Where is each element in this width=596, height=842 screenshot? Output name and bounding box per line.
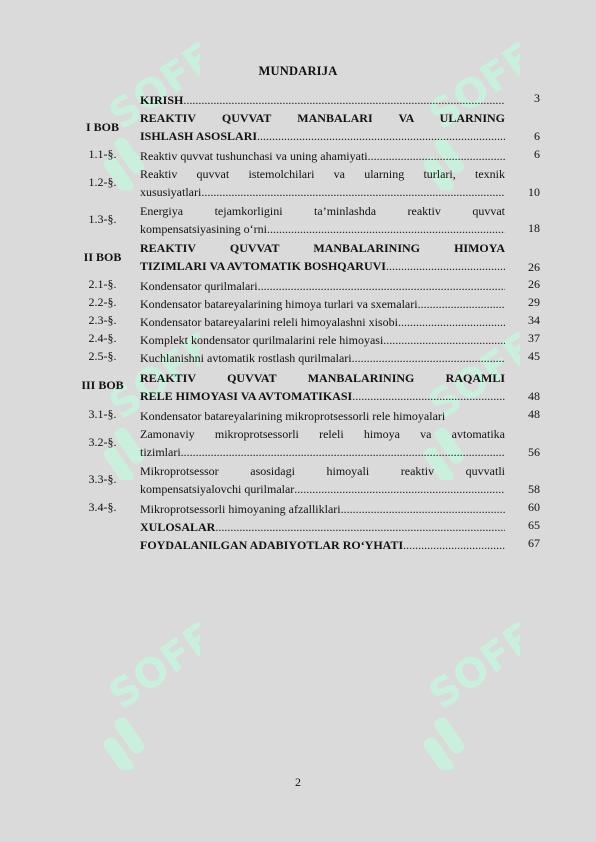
toc-chapter-number: II BOB bbox=[83, 250, 122, 264]
toc-page-number: 65 bbox=[528, 518, 540, 532]
svg-text:SOFF: SOFF bbox=[100, 330, 200, 429]
toc-section-number: 2.4-§. bbox=[88, 331, 117, 345]
toc-entry-title: tizimlari bbox=[140, 445, 181, 459]
page-number: 2 bbox=[295, 775, 301, 789]
toc-page-number: 60 bbox=[528, 500, 540, 514]
toc-page-number: 6 bbox=[534, 147, 540, 161]
toc-section-number: 3.4-§. bbox=[88, 500, 117, 514]
toc-section-number: 1.3-§. bbox=[88, 212, 117, 226]
toc-page-number: 18 bbox=[528, 221, 540, 235]
toc-entry-title: Mikroprotsessor asosidagi himoyali reaktiv quvvatli bbox=[140, 464, 505, 478]
toc-entry-title: kompensatsiyalovchi qurilmalar bbox=[140, 482, 295, 496]
svg-text:SOFF: SOFF bbox=[100, 620, 200, 719]
svg-text:SOFF: SOFF bbox=[420, 40, 520, 139]
toc-entry-title: Kondensator batareyalarining mikroprotsessorli rele himoyalari bbox=[140, 409, 446, 423]
toc-page-number: 67 bbox=[528, 536, 540, 550]
toc-section-number: 2.3-§. bbox=[88, 313, 117, 327]
toc-entry-title: TIZIMLARI VA AVTOMATIK BOSHQARUVI bbox=[140, 259, 386, 273]
toc-page-number: 45 bbox=[528, 349, 540, 363]
toc-page-number: 26 bbox=[528, 260, 540, 274]
toc-section-number: 2.5-§. bbox=[88, 349, 117, 363]
toc-entry-title: xususiyatlari bbox=[140, 185, 202, 199]
toc-section-number: 2.2-§. bbox=[88, 295, 117, 309]
toc-entry-title: Mikroprotsessorli himoyaning afzalliklari bbox=[140, 502, 341, 516]
page-title: MUNDARIJA bbox=[258, 64, 338, 78]
toc-page-number: 3 bbox=[534, 91, 540, 105]
toc-entry-title: Kuchlanishni avtomatik rostlash qurilmalari bbox=[140, 351, 352, 365]
toc-section-number: 1.2-§. bbox=[88, 175, 117, 189]
toc-section-number: 3.2-§. bbox=[88, 435, 117, 449]
toc-section-number: 3.3-§. bbox=[88, 472, 117, 486]
toc-page-number: 29 bbox=[528, 295, 540, 309]
toc-section-number: 1.1-§. bbox=[88, 147, 117, 161]
toc-entry-title: Reaktiv quvvat istemolchilari va ularning turlari, texnik bbox=[140, 167, 505, 181]
toc-entry-title: REAKTIV QUVVAT MANBALARINING RAQAMLI bbox=[140, 371, 505, 385]
toc-chapter-number: I BOB bbox=[85, 120, 119, 134]
toc-page-number: 48 bbox=[528, 407, 540, 421]
toc-entry-title: Komplekt kondensator qurilmalarini rele himoyasi bbox=[140, 333, 384, 347]
toc-entry-title: Kondensator batareyalarini releli himoyalashni xisobi bbox=[140, 315, 398, 329]
toc-entry-title: Kondensator qurilmalari bbox=[140, 279, 258, 293]
toc-section-number: 3.1-§. bbox=[88, 407, 117, 421]
svg-text:SOFF: SOFF bbox=[100, 40, 200, 139]
toc-page-number: 48 bbox=[528, 389, 540, 403]
toc-entry-title: REAKTIV QUVVAT MANBALARINING HIMOYA bbox=[140, 241, 505, 255]
toc-page-number: 37 bbox=[528, 331, 540, 345]
toc-section-number: 2.1-§. bbox=[88, 277, 117, 291]
svg-text:SOFF: SOFF bbox=[420, 620, 520, 719]
toc-entry-title: Zamonaviy mikroprotsessorli releli himoya va avtomatika bbox=[140, 427, 505, 441]
toc-entry-title: FOYDALANILGAN ADABIYOTLAR RO‘YHATI bbox=[140, 538, 404, 552]
svg-text:SOFF: SOFF bbox=[420, 330, 520, 429]
toc-entry-title: REAKTIV QUVVAT MANBALARI VA ULARNING bbox=[140, 111, 505, 125]
toc-entry-title: XULOSALAR bbox=[140, 520, 216, 534]
toc-entry-title: Reaktiv quvvat tushunchasi va uning ahamiyati bbox=[140, 149, 368, 163]
toc-entry-title: RELE HIMOYASI VA AVTOMATIKASI bbox=[140, 389, 353, 403]
toc-entry-title: KIRISH bbox=[140, 93, 184, 107]
toc-entry-title: Energiya tejamkorligini ta’minlashda reaktiv quvvat bbox=[140, 204, 505, 218]
toc-page-number: 58 bbox=[528, 482, 540, 496]
toc-entry-title: kompensatsiyasining o‘rni bbox=[140, 222, 267, 236]
toc-page-number: 26 bbox=[528, 277, 540, 291]
toc-page-number: 6 bbox=[534, 129, 540, 143]
toc-page-number: 34 bbox=[528, 313, 540, 327]
toc-chapter-number: III BOB bbox=[81, 378, 124, 392]
toc-entry-title: Kondensator batareyalarining himoya turlari va sxemalari bbox=[140, 297, 418, 311]
toc-entry-title: ISHLASH ASOSLARI bbox=[140, 129, 258, 143]
toc-page-number: 10 bbox=[528, 185, 540, 199]
toc-page-number: 56 bbox=[528, 445, 540, 459]
